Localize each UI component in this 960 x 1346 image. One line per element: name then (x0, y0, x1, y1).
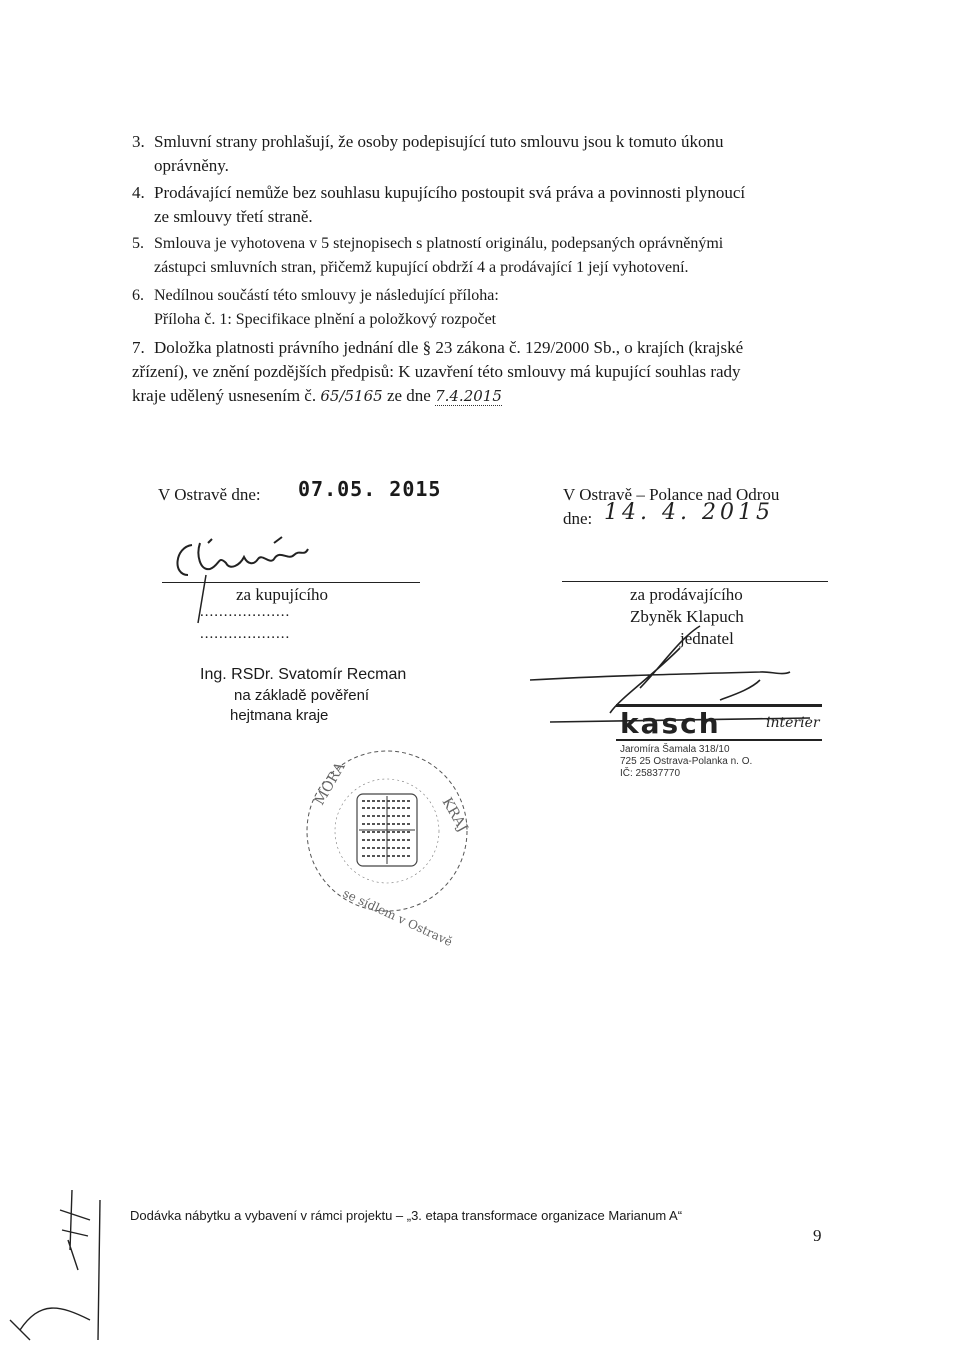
clause-number: 3. (132, 132, 145, 151)
svg-text:MORA: MORA (311, 759, 349, 808)
seller-title: jednatel (680, 629, 734, 648)
clause-text-cont: zřízení), ve znění pozdějších předpisů: K uzavření této smlouvy má kupující souhlas rady (132, 362, 741, 381)
stamp-ic: IČ: 25837770 (620, 768, 681, 779)
stamp-brand: kasch (620, 707, 721, 740)
official-round-stamp (302, 746, 472, 950)
clause-number: 5. (132, 235, 144, 252)
clause-text: Nedílnou součástí této smlouvy je následující příloha: (154, 287, 499, 304)
stamp-brand-bar (616, 704, 822, 741)
clause-4 (132, 181, 832, 229)
clause-3 (132, 130, 832, 178)
buyer-note-2: hejtmana kraje (230, 707, 329, 724)
buyer-place-date-label: V Ostravě dne: (158, 485, 261, 504)
buyer-note-1: na základě pověření (234, 687, 370, 704)
clause-6 (132, 284, 832, 332)
page-number: 9 (813, 1226, 822, 1245)
company-stamp (616, 698, 822, 784)
stamp-address-1: Jaromíra Šamala 318/10 (620, 744, 730, 755)
resolution-prefix: kraje udělený usnesením č. (132, 386, 317, 405)
seller-signature-line (562, 581, 828, 582)
stamp-brand-2: interier (766, 715, 820, 731)
clause-text: Smluvní strany prohlašují, že osoby podepisující tuto smlouvu jsou k tomuto úkonu (154, 132, 724, 151)
clause-7 (132, 336, 842, 408)
buyer-dots-1: ................... (200, 604, 291, 620)
seller-name: Zbyněk Klapuch (630, 607, 744, 626)
buyer-dots-2: ................... (200, 626, 291, 642)
buyer-date-stamp: 07.05. 2015 (298, 477, 442, 501)
svg-text:KRAJ: KRAJ (438, 795, 471, 835)
resolution-date: 7.4.2015 (435, 387, 502, 405)
attachment-line: Příloha č. 1: Specifikace plnění a položkový rozpočet (154, 311, 497, 328)
seller-place-label: V Ostravě – Polance nad Odrou (563, 485, 780, 504)
page-footer: Dodávka nábytku a vybavení v rámci projektu – „3. etapa transformace organizace Marianum A“ (130, 1208, 683, 1223)
clause-number: 6. (132, 287, 144, 304)
buyer-signature-line (162, 582, 420, 583)
clause-number: 7. (132, 338, 145, 357)
buyer-role: za kupujícího (236, 585, 329, 604)
clause-number: 4. (132, 183, 145, 202)
clause-text: Doložka platnosti právního jednání dle § 23 zákona č. 129/2000 Sb., o krajích (krajské (154, 338, 744, 357)
svg-text:se sídlem v Ostravě: se sídlem v Ostravě (340, 886, 455, 950)
clause-text-cont: zástupci smluvních stran, přičemž kupující obdrží 4 a prodávající 1 její vyhotovení. (154, 259, 689, 276)
seller-role: za prodávajícího (630, 585, 743, 604)
stamp-address-2: 725 25 Ostrava-Polanka n. O. (620, 756, 753, 767)
resolution-mid: ze dne (386, 386, 431, 405)
clause-text-cont: oprávněny. (154, 156, 229, 175)
resolution-number: 65/5165 (320, 387, 383, 405)
clause-5 (132, 232, 832, 280)
margin-initials (0, 1180, 120, 1346)
seller-date-handwritten: 14. 4. 2015 (604, 500, 774, 525)
seller-date-label: dne: (563, 509, 593, 528)
clause-text: Smlouva je vyhotovena v 5 stejnopisech s platností originálu, podepsaných oprávněnými (154, 235, 724, 252)
buyer-name: Ing. RSDr. Svatomír Recman (200, 666, 407, 683)
clause-text-cont: ze smlouvy třetí straně. (154, 207, 313, 226)
clause-text: Prodávající nemůže bez souhlasu kupujícího postoupit svá práva a povinnosti plynoucí (154, 183, 746, 202)
